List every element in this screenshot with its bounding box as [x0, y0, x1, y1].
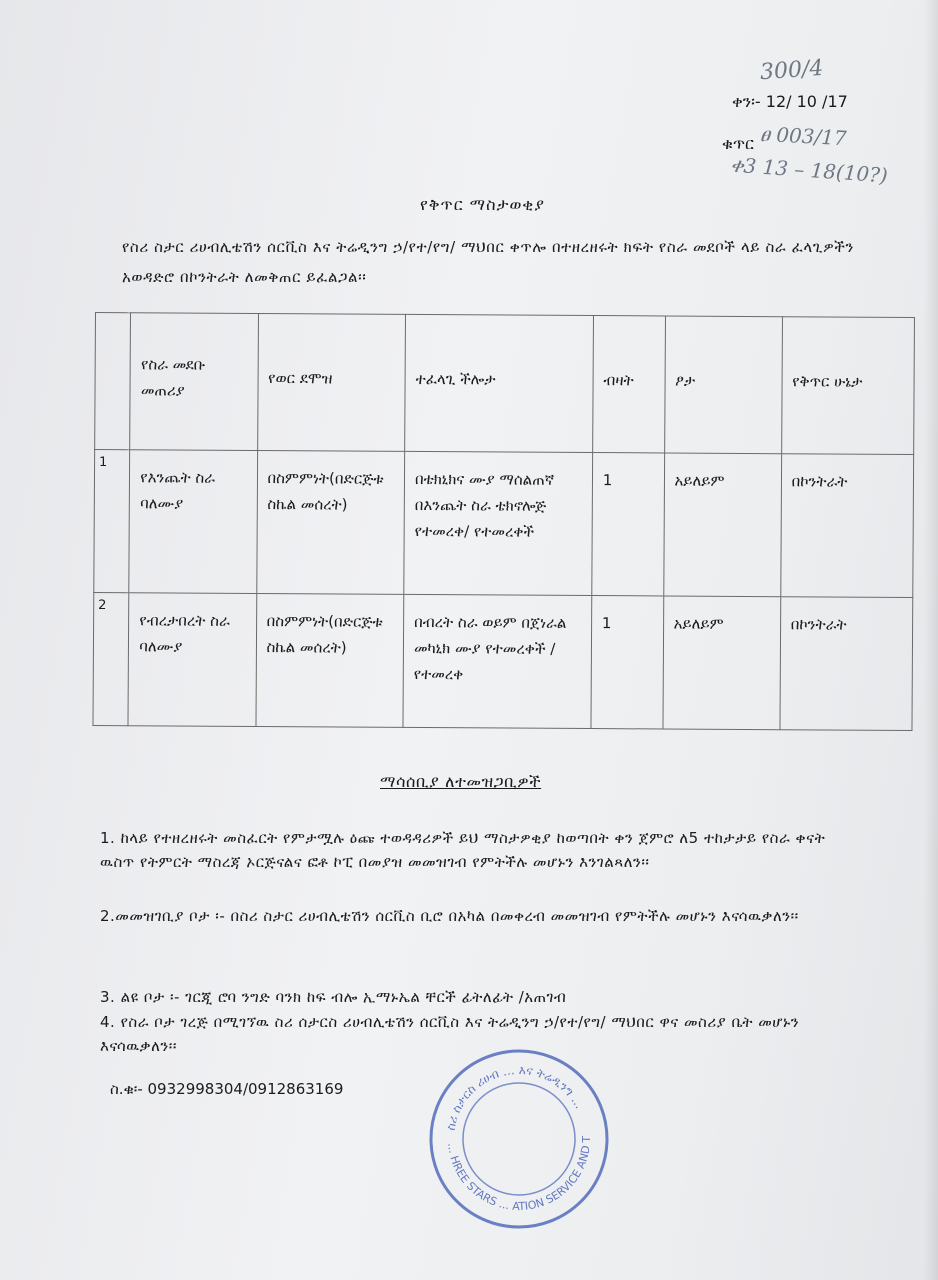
note-3: 3. ልዩ ቦታ ፡- ገርጂ ሮባ ንግድ ባንክ ከፍ ብሎ ኢማኑኤል ቸርች ፊትለፊት /አጠገብ — [100, 988, 567, 1006]
header-no — [95, 313, 131, 450]
notes-title: ማሳሰቢያ ለተመዝጋቢዎች — [380, 772, 542, 791]
row-number — [93, 592, 129, 725]
cell-sex: አይለይም — [663, 453, 781, 597]
note-2: 2.መመዝገቢያ ቦታ ፡- በስሪ ስታር ሪሀብሊቴሽን ሰርቪስ ቢሮ በአካል በመቀረብ መመዝገብ የምትችሉ መሆኑን እናሳዉቃለን፡፡ — [100, 907, 799, 925]
jobs-table — [92, 312, 915, 731]
table-row — [93, 592, 913, 730]
ref-handwritten-2: ቀ3 13 – 18(10?) — [729, 152, 889, 188]
row-number-text: 1 — [99, 455, 108, 471]
svg-text:... HREE STARS ... ATION SERVI: ... HREE STARS ... ATION SERVICE AND T — [445, 1135, 594, 1214]
stamp-seal-icon — [426, 1046, 612, 1232]
header-position: የስራ መደቡ መጠሪያ — [130, 313, 258, 451]
phone-label: ስ.ቁ፡- — [110, 1080, 143, 1098]
cell-skill: በቴክኒክና ሙያ ማሰልጠኛ በእንጨት ስራ ቴክኖሎጅ የተመረቀ/ የተመረቀች — [404, 451, 593, 595]
cell-type: በኮንትራት — [780, 597, 913, 731]
phone-line — [110, 1080, 343, 1098]
ref-label: ቁጥር — [722, 134, 754, 153]
row-number — [94, 450, 130, 593]
cell-qty: 1 — [592, 453, 665, 596]
ref-handwritten: ፀ 003/17 — [759, 121, 848, 151]
header-type: የቅጥር ሁኔታ — [781, 317, 914, 455]
cell-position: የእንጨት ስራ ባለሙያ — [129, 450, 257, 594]
intro-paragraph: የስሪ ስታር ሪሀብሊቴሽን ሰርቪስ እና ትሬዲንግ ኃ/የተ/የግ/ ማህበር ቀጥሎ በተዘረዘሩት ክፍት የስራ መደቦች ላይ ስራ ፈላጊዎችን አወዳድሮ በኮንትራት ለመቅጠር ይፈልጋል፡፡ — [122, 238, 854, 286]
handwritten-number: 300/4 — [759, 55, 825, 86]
cell-sex: አይለይም — [662, 596, 780, 730]
date-value: 12/ 10 /17 — [765, 92, 848, 111]
note-1: 1. ከላይ የተዘረዘሩት መስፈርት የምታሟሉ ዕጩ ተወዳዳሪዎች ይህ ማስታዎቂያ ከወጣበት ቀን ጀምሮ ለ5 ተከታታይ የስራ ቀናት ዉስጥ የትምርት ማስረጃ ኦርጅናልና ፎቶ ኮፒ በመያዝ መመዝገብ የምትችሉ መሆኑን እንገልጻለን፡፡ — [100, 829, 826, 871]
row-number-text: 2 — [98, 598, 107, 614]
page-edge-shadow — [924, 0, 938, 1280]
date-line — [732, 92, 848, 112]
phone-value: 0932998304/0912863169 — [147, 1080, 344, 1098]
cell-salary: በስምምነት(በድርጅቱ ስኬል መሰረት) — [256, 593, 404, 727]
company-stamp — [426, 1046, 612, 1232]
header-salary: የወር ደሞዝ — [257, 313, 405, 451]
note-4: 4. የስራ ቦታ ገረጅ በሚገኘዉ ስሪ ሰታርስ ሪሀብሊቴሽን ሰርቪስ እና ትሬዲንግ ኃ/የተ/የግ/ ማህበር ዋና መስሪያ ቤት መሆኑን እናሳዉቃለን፡፡ — [100, 1013, 800, 1055]
page-title: የቅጥር ማስታወቂያ — [420, 195, 545, 214]
header-skill: ተፈላጊ ችሎታ — [405, 314, 594, 452]
header-sex: ፆታ — [664, 316, 782, 454]
date-label: ቀን፡- — [732, 92, 761, 111]
cell-skill: በብረት ስራ ወይም በጀነራል መካኒክ ሙያ የተመረቀች /የተመረቀ — [403, 594, 592, 728]
header-qty: ብዛት — [592, 316, 665, 453]
table-row — [94, 450, 914, 598]
cell-type: በኮንትራት — [780, 454, 913, 598]
svg-text:ስሪ ስታርስ ሪሀብ ... እና ትሬዲንግ ...: ስሪ ስታርስ ሪሀብ ... እና ትሬዲንግ ... — [443, 1062, 587, 1132]
table-header-row — [95, 313, 915, 455]
cell-position: የብረታበረት ስራ ባለሙያ — [128, 593, 256, 727]
cell-salary: በስምምነት(በድርጅቱ ስኬል መሰረት) — [256, 450, 404, 594]
cell-qty: 1 — [591, 596, 663, 729]
